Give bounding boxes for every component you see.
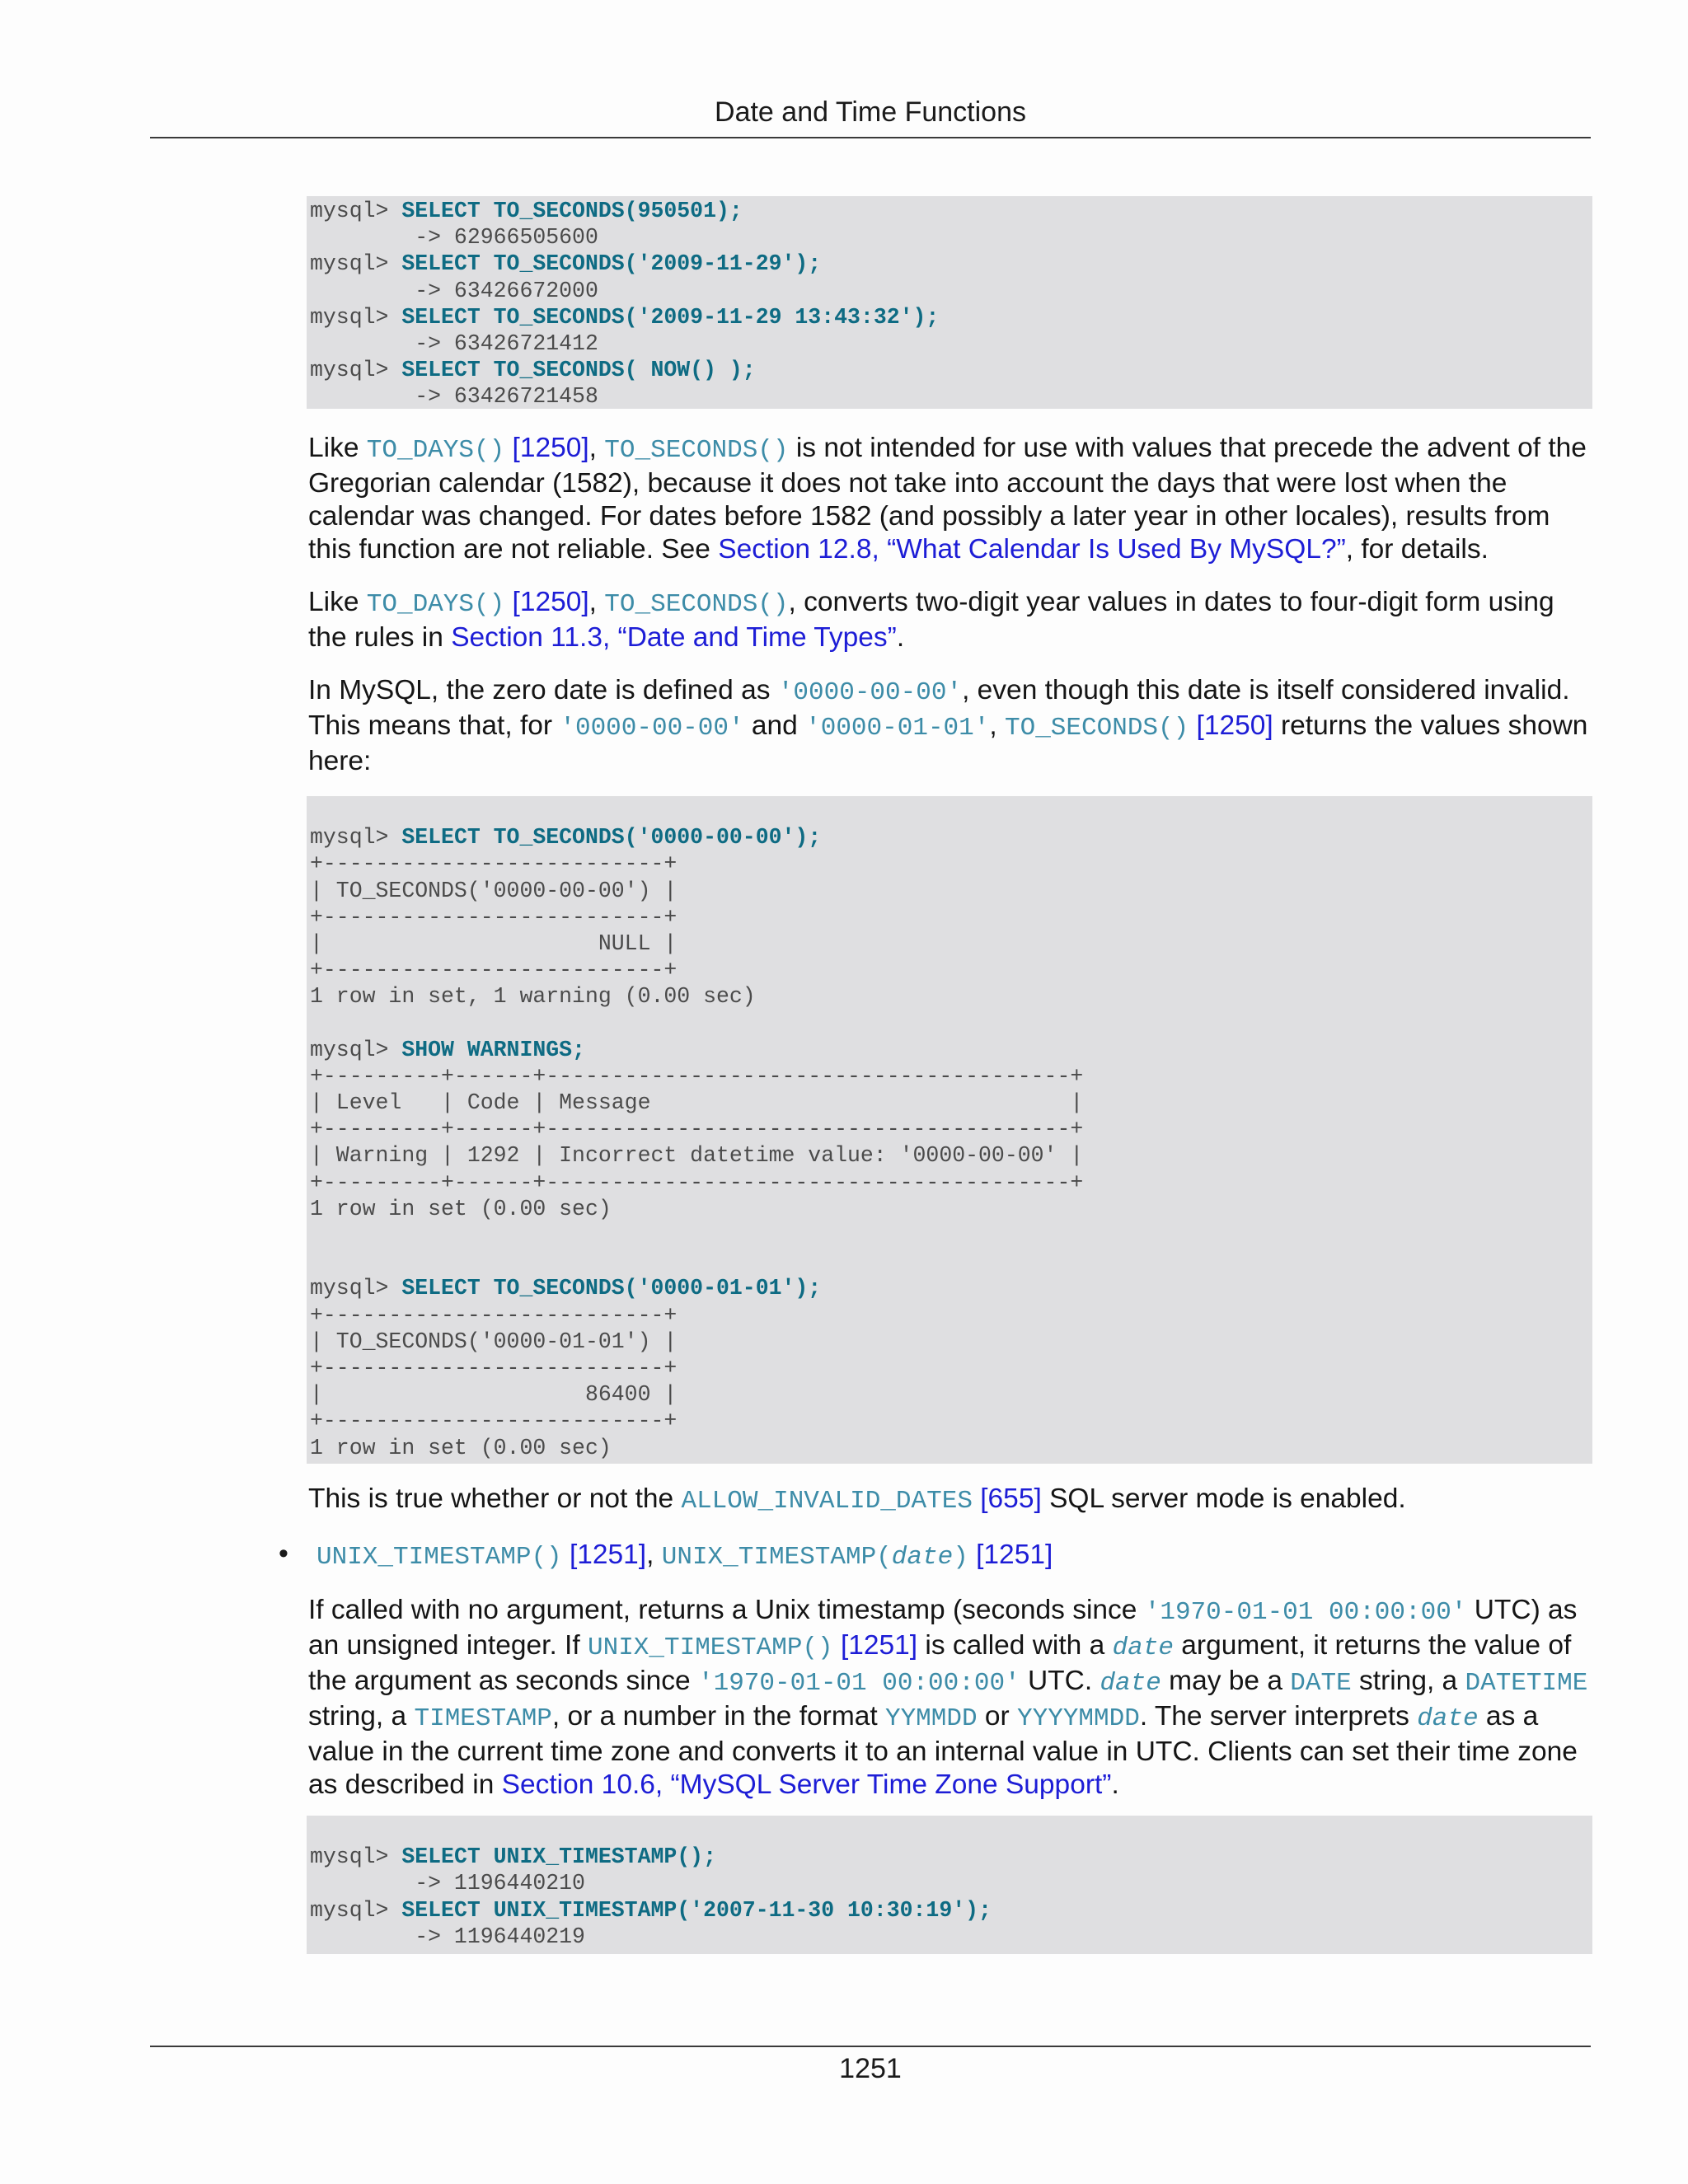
query-output: +--------------------------+ [310, 851, 678, 877]
text: , [588, 433, 605, 463]
page-ref-link[interactable]: [655] [972, 1483, 1042, 1514]
mysql-prompt: mysql> [310, 1897, 402, 1923]
section-link[interactable]: Section 11.3, “Date and Time Types” [451, 622, 897, 653]
literal: '1970-01-01 00:00:00' [1144, 1598, 1467, 1627]
type-link[interactable]: DATE [1290, 1669, 1352, 1698]
code-line [310, 1329, 1592, 1355]
argument: date [1417, 1704, 1479, 1733]
code-line [310, 278, 1592, 304]
code-block [307, 796, 1592, 1464]
text: . [896, 622, 905, 653]
code-line [310, 357, 1592, 383]
bullet-marker: • [279, 1538, 288, 1569]
text: string, a [308, 1701, 415, 1732]
query-output: | TO_SECONDS('0000-00-00') | [310, 878, 678, 903]
text: Like [308, 587, 367, 617]
mysql-prompt: mysql> [310, 199, 402, 223]
text: , converts two-digit year values in dates to four-digit form using the rules in [308, 587, 1554, 653]
query-output: +--------------------------+ [310, 1302, 678, 1328]
mysql-prompt: mysql> [310, 358, 402, 383]
code-line [310, 878, 1592, 904]
sql-command: SHOW WARNINGS; [401, 1037, 585, 1062]
text: , or a number in the format [551, 1701, 885, 1732]
text: string, a [1351, 1666, 1465, 1696]
code-line [310, 251, 1592, 277]
function-link[interactable]: TO_SECONDS() [604, 590, 789, 619]
text: UTC. [1020, 1666, 1100, 1696]
code-line [310, 1817, 1592, 1844]
function-paren: ) [953, 1543, 968, 1572]
code-line [310, 1302, 1592, 1329]
code-line [310, 1897, 1592, 1924]
paragraph [308, 674, 1591, 778]
footer-rule [150, 2046, 1591, 2047]
page-ref-link[interactable]: [1251] [561, 1540, 647, 1570]
function-link[interactable]: TO_SECONDS() [604, 436, 789, 465]
code-line [310, 198, 1592, 224]
query-output: | Level | Code | Message | [310, 1090, 1084, 1116]
paragraph [308, 1594, 1591, 1802]
code-line [310, 304, 1592, 330]
sql-command: SELECT UNIX_TIMESTAMP(); [401, 1844, 716, 1870]
sql-command: SELECT TO_SECONDS('0000-00-00'); [401, 825, 822, 851]
text: is called with a [917, 1630, 1113, 1661]
code-line [310, 851, 1592, 877]
argument: date [891, 1543, 954, 1572]
literal: YYYYMMDD [1017, 1704, 1140, 1733]
code-line [310, 1063, 1592, 1090]
sql-command: SELECT UNIX_TIMESTAMP('2007-11-30 10:30:19'); [401, 1897, 992, 1923]
type-link[interactable]: TIMESTAMP [414, 1704, 552, 1733]
text: , for details. [1345, 534, 1489, 565]
text: , [989, 710, 1005, 741]
literal: '0000-00-00' [560, 714, 744, 743]
mysql-prompt: mysql> [310, 1844, 402, 1870]
query-output: 1 row in set (0.00 sec) [310, 1196, 612, 1221]
page-header: Date and Time Functions [715, 96, 1026, 128]
page-ref-link[interactable]: [1251] [832, 1630, 918, 1661]
code-line [310, 383, 1592, 409]
query-output: +--------------------------+ [310, 1408, 678, 1434]
query-output: | NULL | [310, 930, 678, 956]
text: This is true whether or not the [308, 1483, 682, 1514]
paragraph [308, 432, 1591, 566]
text: may be a [1160, 1666, 1291, 1696]
code-line [310, 1116, 1592, 1142]
header-rule [150, 137, 1591, 138]
argument: date [1100, 1669, 1161, 1698]
code-line [310, 1169, 1592, 1196]
code-line [310, 224, 1592, 251]
function-link[interactable]: UNIX_TIMESTAMP() [316, 1543, 562, 1572]
argument: date [1112, 1633, 1174, 1662]
literal: '1970-01-01 00:00:00' [698, 1669, 1020, 1698]
page-ref-link[interactable]: [1251] [968, 1540, 1053, 1570]
query-output: -> 63426721412 [310, 330, 598, 356]
query-output: | Warning | 1292 | Incorrect datetime value: '0000-00-00' | [310, 1143, 1084, 1169]
query-output: +--------------------------+ [310, 958, 678, 983]
text: and [743, 710, 806, 741]
code-line [310, 1408, 1592, 1434]
text: returns the values shown here: [308, 710, 1588, 776]
page-ref-link[interactable]: [1250] [1189, 710, 1273, 741]
text: . [1111, 1769, 1119, 1800]
text: SQL server mode is enabled. [1041, 1483, 1406, 1514]
query-output: +--------------------------+ [310, 1355, 678, 1380]
literal: '0000-00-00' [777, 678, 963, 707]
paragraph [308, 586, 1591, 654]
function-link[interactable] [662, 1543, 968, 1572]
mysql-prompt: mysql> [310, 1276, 402, 1301]
literal: '0000-01-01' [805, 714, 990, 743]
sql-command: SELECT TO_SECONDS( NOW() ); [401, 358, 756, 383]
query-output: -> 1196440219 [310, 1924, 585, 1949]
text: as a value in the current time zone and converts it to an internal value in UTC. Clients can set their time zone as described in [308, 1701, 1578, 1800]
section-link[interactable]: Section 10.6, “MySQL Server Time Zone Support” [501, 1769, 1112, 1800]
code-block [307, 196, 1592, 409]
query-output: -> 62966505600 [310, 225, 598, 251]
query-output: -> 1196440210 [310, 1871, 585, 1896]
mysql-prompt: mysql> [310, 825, 402, 851]
page-number: 1251 [839, 2053, 902, 2084]
mysql-prompt: mysql> [310, 304, 402, 330]
code-block [307, 1816, 1592, 1954]
code-line [310, 330, 1592, 357]
function-entry-title [316, 1539, 1599, 1574]
page-ref-link[interactable]: [1250] [504, 433, 589, 463]
function-link[interactable]: TO_DAYS() [366, 436, 505, 465]
sql-mode-link[interactable]: ALLOW_INVALID_DATES [681, 1487, 973, 1516]
code-line [310, 1275, 1592, 1301]
query-output: | TO_SECONDS('0000-01-01') | [310, 1329, 678, 1354]
code-line [310, 1924, 1592, 1950]
literal: YYMMDD [884, 1704, 978, 1733]
code-line [310, 1090, 1592, 1116]
code-line [310, 1196, 1592, 1222]
text: , [588, 587, 605, 617]
query-output: -> 63426672000 [310, 278, 598, 303]
code-line [310, 904, 1592, 930]
code-line [310, 798, 1592, 824]
type-link[interactable]: DATETIME [1465, 1669, 1588, 1698]
function-link[interactable]: TO_DAYS() [366, 590, 505, 619]
text: is not intended for use with values that precede the advent of the Gregorian calendar (1582), because it does not take into account the days that were lost when the calendar was changed. For dates before 1582 (and possibly a later year in other locales), results from this function are not reliable. See [308, 433, 1587, 565]
code-line [310, 1249, 1592, 1275]
query-output: | 86400 | [310, 1382, 678, 1408]
query-output: -> 63426721458 [310, 384, 598, 409]
sql-command: SELECT TO_SECONDS(950501); [401, 199, 743, 223]
page-ref-link[interactable]: [1250] [504, 587, 589, 617]
code-line [310, 1142, 1592, 1169]
code-line [310, 1381, 1592, 1408]
code-line [310, 1355, 1592, 1381]
query-output: +---------+------+----------------------------------------+ [310, 1063, 1084, 1089]
query-output: +--------------------------+ [310, 904, 678, 930]
text: , [646, 1540, 662, 1570]
query-output: +---------+------+----------------------------------------+ [310, 1169, 1084, 1195]
text: In MySQL, the zero date is defined as [308, 675, 778, 705]
code-line [310, 1037, 1592, 1063]
function-name: UNIX_TIMESTAMP( [661, 1543, 892, 1572]
text: , even though this date is itself considered invalid. This means that, for [308, 675, 1570, 741]
sql-command: SELECT TO_SECONDS('2009-11-29'); [401, 251, 822, 277]
code-line [310, 1010, 1592, 1037]
section-link[interactable]: Section 12.8, “What Calendar Is Used By MySQL?” [718, 534, 1346, 565]
code-line [310, 1435, 1592, 1461]
code-line [310, 930, 1592, 957]
code-line [310, 1844, 1592, 1870]
text: argument, it returns the value of the argument as seconds since [308, 1630, 1572, 1696]
paragraph [308, 1483, 1591, 1518]
sql-command: SELECT TO_SECONDS('0000-01-01'); [401, 1276, 822, 1301]
sql-command: SELECT TO_SECONDS('2009-11-29 13:43:32'); [401, 304, 940, 330]
mysql-prompt: mysql> [310, 251, 402, 277]
function-link[interactable]: UNIX_TIMESTAMP() [587, 1633, 833, 1662]
query-output: +---------+------+----------------------------------------+ [310, 1117, 1084, 1142]
code-line [310, 824, 1592, 851]
code-line [310, 1222, 1592, 1249]
text: UTC) as an unsigned integer. If [308, 1595, 1578, 1661]
text: . The server interprets [1139, 1701, 1418, 1732]
text: Like [308, 433, 367, 463]
text: If called with no argument, returns a Unix timestamp (seconds since [308, 1595, 1145, 1625]
code-line [310, 957, 1592, 983]
function-link[interactable]: TO_SECONDS() [1005, 714, 1189, 743]
code-line [310, 1870, 1592, 1896]
query-output: 1 row in set, 1 warning (0.00 sec) [310, 984, 756, 1010]
query-output: 1 row in set (0.00 sec) [310, 1435, 612, 1460]
mysql-prompt: mysql> [310, 1037, 402, 1062]
text: or [977, 1701, 1017, 1732]
code-line [310, 983, 1592, 1010]
